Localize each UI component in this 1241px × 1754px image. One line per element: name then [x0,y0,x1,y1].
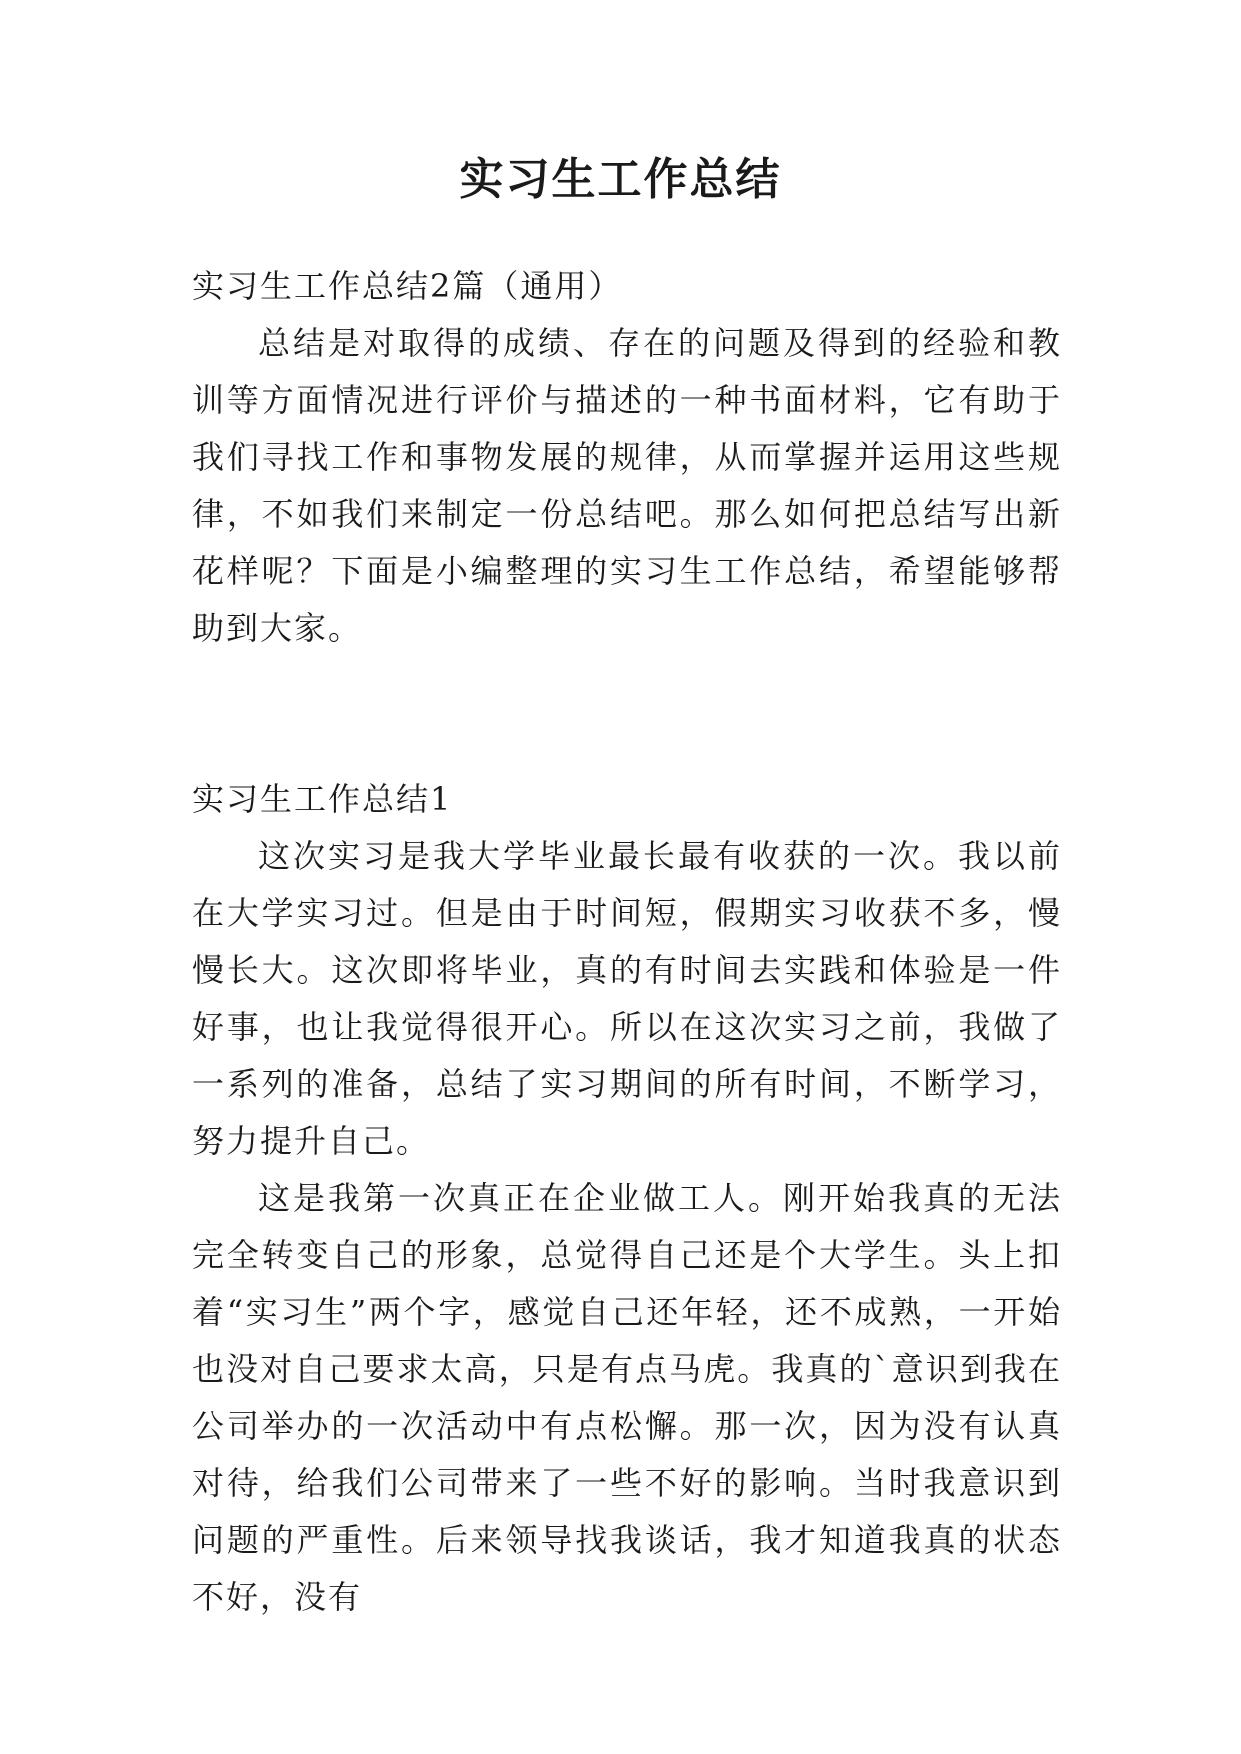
intro-paragraph: 总结是对取得的成绩、存在的问题及得到的经验和教训等方面情况进行评价与描述的一种书面材料，它有助于我们寻找工作和事物发展的规律，从而掌握并运用这些规律，不如我们来制定一份总结吧。那么如何把总结写出新花样呢？下面是小编整理的实习生工作总结，希望能够帮助到大家。 [192,324,1062,647]
section-heading: 实习生工作总结1 [192,780,453,818]
document-title: 实习生工作总结 [459,154,782,205]
body-paragraph: 这是我第一次真正在企业做工人。刚开始我真的无法完全转变自己的形象，总觉得自己还是个大学生。头上扣着“实习生”两个字，感觉自己还年轻，还不成熟，一开始也没对自己要求太高，只是有点马虎。我真的`意识到我在公司举办的一次活动中有点松懈。那一次，因为没有认真对待，给我们公司带来了一些不好的影响。当时我意识到问题的严重性。后来领导找我谈话，我才知道我真的状态不好，没有 [192,1179,1062,1616]
document-subtitle: 实习生工作总结2篇（通用） [192,267,623,305]
section-spacer [192,657,1062,771]
body-paragraph: 这次实习是我大学毕业最长最有收获的一次。我以前在大学实习过。但是由于时间短，假期实习收获不多，慢慢长大。这次即将毕业，真的有时间去实践和体验是一件好事，也让我觉得很开心。所以在这次实习之前，我做了一系列的准备，总结了实习期间的所有时间，不断学习，努力提升自己。 [192,837,1062,1160]
document-body [192,258,1062,1626]
